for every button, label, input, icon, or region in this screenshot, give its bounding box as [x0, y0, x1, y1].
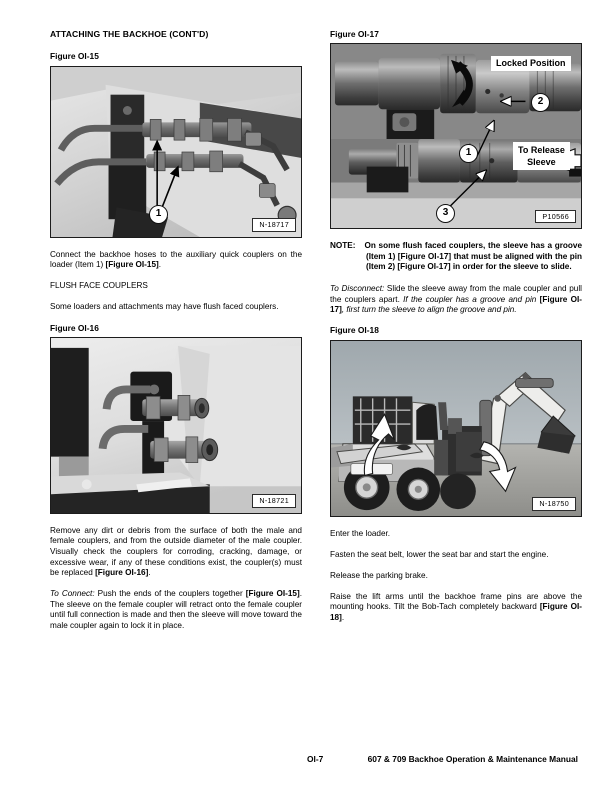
- callout-1: 1: [459, 144, 478, 163]
- subheading-flush-face-couplers: FLUSH FACE COUPLERS: [50, 281, 148, 291]
- left-column: [50, 30, 302, 632]
- run-italic: , first turn the sleeve to align the groove and pin.: [341, 305, 517, 315]
- figure-photo-oi-16: [50, 337, 302, 514]
- figure-photo-oi-17: [330, 43, 582, 229]
- paragraph-flush-face-intro: Some loaders and attachments may have flush faced couplers.: [50, 302, 279, 312]
- note-label: NOTE:: [330, 241, 356, 251]
- paragraph-to-disconnect: [330, 284, 582, 316]
- run-italic: If the coupler has a groove and pin: [403, 294, 540, 304]
- run-italic: To Connect:: [50, 589, 95, 599]
- photo-id-oi-18: N-18750: [532, 497, 576, 511]
- photo-id-oi-15: N-18717: [252, 218, 296, 232]
- run-bold: [Figure OI-16]: [95, 568, 149, 578]
- note-text: On some flush faced couplers, the sleeve has a groove (Item 1) [Figure OI-17] that must be aligned with the pin (Item 2) [Figure OI-17] in order for the sleeve to slide.: [364, 241, 582, 272]
- paragraph-raise-lift-arms: [330, 592, 582, 624]
- photo-image-oi-18: [331, 341, 581, 516]
- run-text: Push the ends of the couplers together: [94, 589, 246, 599]
- figure-caption-oi-17: Figure OI-17: [330, 29, 379, 39]
- run-bold: [Figure OI-15]: [105, 260, 159, 270]
- figure-caption-oi-16: Figure OI-16: [50, 322, 99, 333]
- right-column: [330, 30, 582, 624]
- paragraph-fasten-seat-belt: Fasten the seat belt, lower the seat bar and start the engine.: [330, 549, 549, 559]
- footer-manual-title: 607 & 709 Backhoe Operation & Maintenance Manual: [367, 754, 578, 764]
- run-text: .: [158, 260, 162, 270]
- photo-image-oi-16: [51, 338, 301, 513]
- paragraph-remove-debris: [50, 526, 302, 579]
- paragraph-release-brake: Release the parking brake.: [330, 570, 428, 580]
- photo-id-oi-17: P10566: [535, 210, 576, 224]
- callout-3: 3: [436, 204, 455, 223]
- paragraph-to-connect: [50, 589, 302, 631]
- figure-photo-oi-15: [50, 66, 302, 238]
- run-text: . The sleeve on the female coupler will retract onto the female coupler until full connection is made and then the sleeve will move toward the male coupler again to lock it in place.: [50, 589, 302, 631]
- callout-2: 2: [531, 93, 550, 112]
- run-bold: [Figure OI-17]: [330, 294, 583, 315]
- figure-photo-oi-18: [330, 340, 582, 517]
- note-block: [330, 241, 582, 273]
- photo-id-oi-16: N-18721: [252, 494, 296, 508]
- run-bold: [Figure OI-18]: [330, 602, 583, 622]
- run-text: .: [341, 613, 345, 622]
- paragraph-enter-loader: Enter the loader.: [330, 528, 391, 538]
- photo-image-oi-17: [331, 44, 581, 228]
- figure-caption-oi-18: Figure OI-18: [330, 325, 379, 336]
- label-locked-position: Locked Position: [491, 56, 571, 71]
- page-footer: [50, 754, 578, 766]
- run-bold: [Figure OI-15]: [245, 589, 300, 599]
- run-text: Remove any dirt or debris from the surface of both the male and female couplers, and from the outside diameter of the male coupler. Visually check the couplers for corroding, cracking, damage, or excessive wear, if any of these conditions exist, the coupler(s) must be replaced: [50, 525, 302, 578]
- label-to-release-sleeve: To Release Sleeve: [513, 142, 570, 170]
- callout-1: 1: [149, 205, 168, 224]
- run-italic: To Disconnect:: [330, 284, 385, 294]
- paragraph-connect-hoses: [50, 250, 302, 271]
- run-text: .: [148, 568, 151, 578]
- page-title: ATTACHING THE BACKHOE (CONT'D): [50, 29, 209, 39]
- photo-image-oi-15: [51, 67, 301, 237]
- run-text: Raise the lift arms until the backhoe frame pins are above the mounting hooks. Tilt the Bob-Tach completely backward: [330, 591, 582, 612]
- run-text: Connect the backhoe hoses to the auxiliary quick couplers on the loader (Item 1): [50, 249, 302, 270]
- run-text: Slide the sleeve away from the male coupler and pull the couplers apart.: [330, 284, 582, 304]
- figure-caption-oi-15: Figure OI-15: [50, 51, 99, 62]
- footer-page-number: OI-7: [307, 754, 324, 764]
